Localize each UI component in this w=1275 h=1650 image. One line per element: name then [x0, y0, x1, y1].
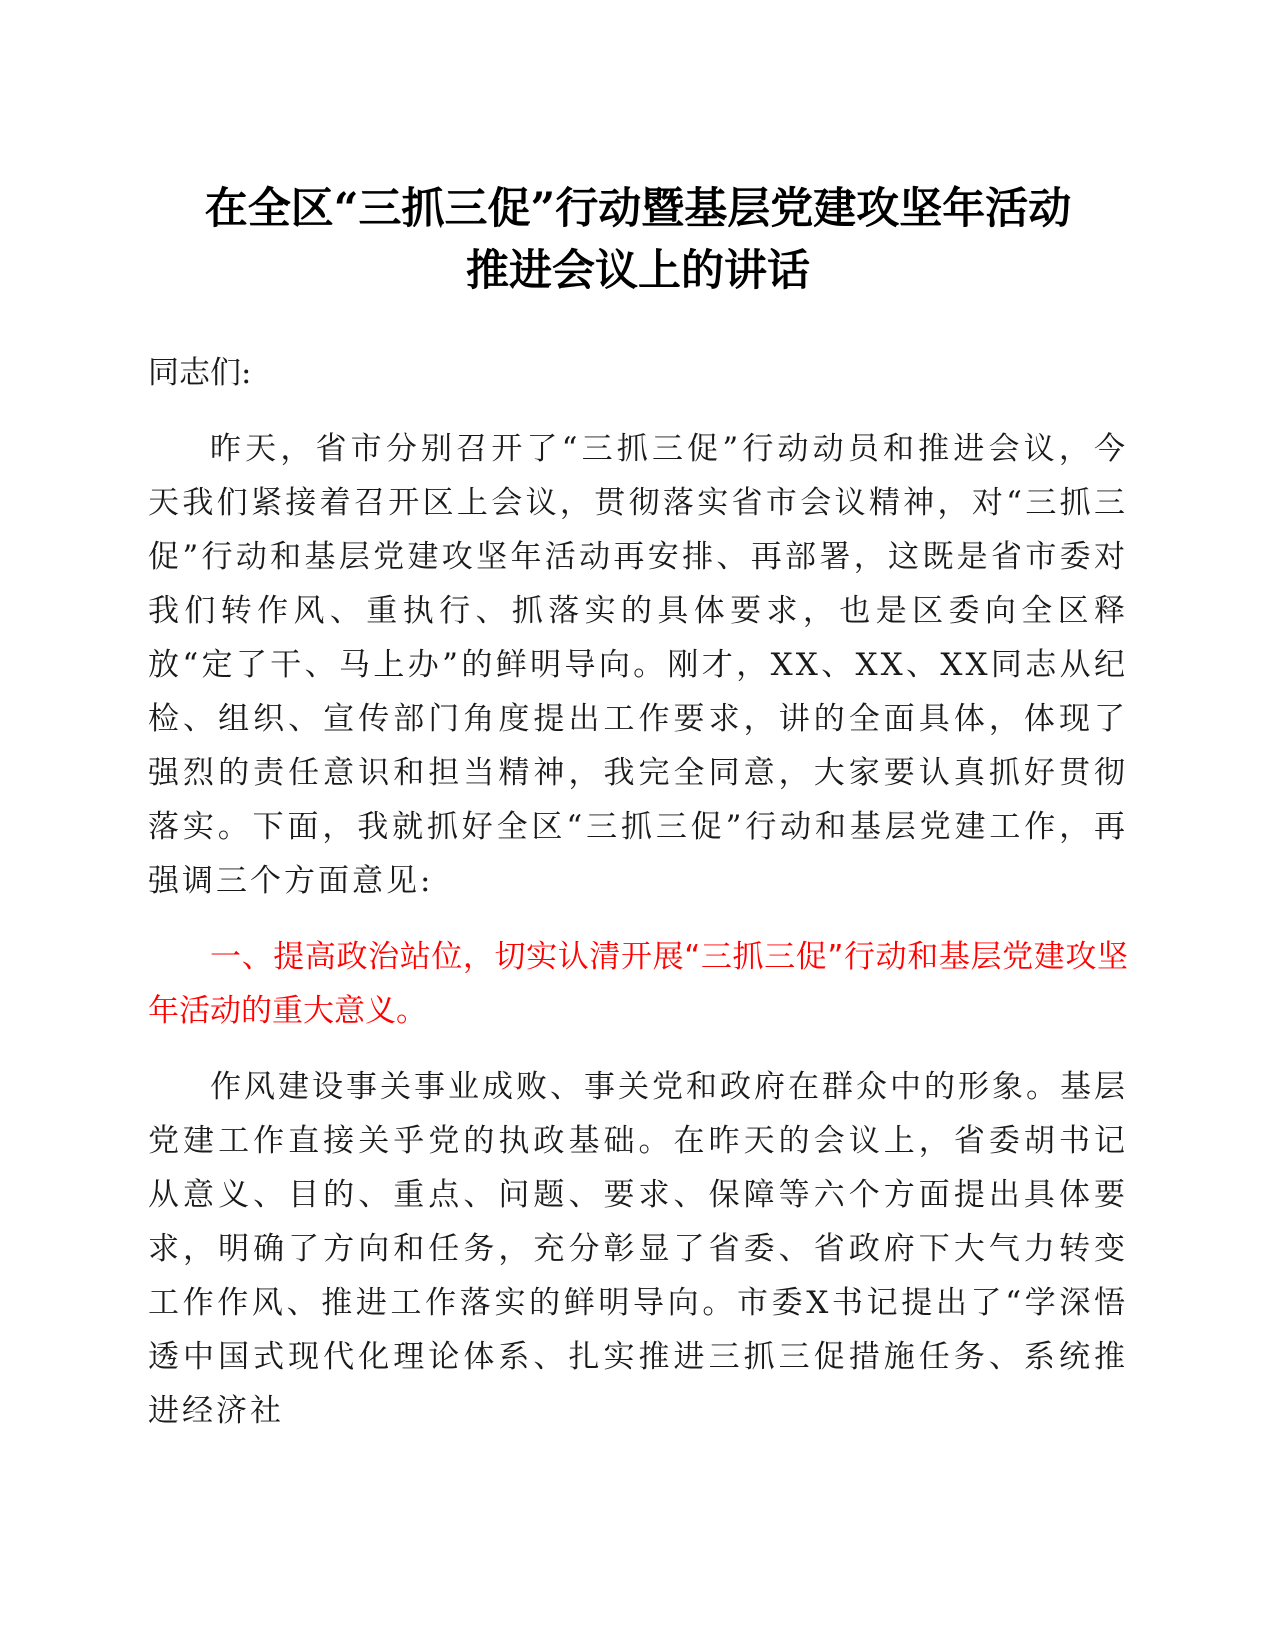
- document-body: [148, 178, 1128, 1438]
- paragraph-intro: 昨天，省市分别召开了“三抓三促”行动动员和推进会议，今天我们紧接着召开区上会议，贯彻落实省市会议精神，对“三抓三促”行动和基层党建攻坚年活动再安排、再部署，这既是省市委对我们转作风、重执行、抓落实的具体要求，也是区委向全区释放“定了干、马上办”的鲜明导向。刚才，XX、XX、XX同志从纪检、组织、宣传部门角度提出工作要求，讲的全面具体，体现了强烈的责任意识和担当精神，我完全同意，大家要认真抓好贯彻落实。下面，我就抓好全区“三抓三促”行动和基层党建工作，再强调三个方面意见:: [148, 431, 1128, 899]
- title-line-2: 推进会议上的讲话: [466, 246, 810, 296]
- document-title: [148, 178, 1128, 302]
- paragraph-section-1: 作风建设事关事业成败、事关党和政府在群众中的形象。基层党建工作直接关乎党的执政基础。在昨天的会议上，省委胡书记从意义、目的、重点、问题、要求、保障等六个方面提出具体要求，明确了方向和任务，充分彰显了省委、省政府下大气力转变工作作风、推进工作落实的鲜明导向。市委X书记提出了“学深悟透中国式现代化理论体系、扎实推进三抓三促措施任务、系统推进经济社: [148, 1069, 1128, 1429]
- section-heading-1: 一、提高政治站位，切实认清开展“三抓三促”行动和基层党建攻坚年活动的重大意义。: [148, 939, 1128, 1029]
- title-line-1: 在全区“三抓三促”行动暨基层党建攻坚年活动: [204, 184, 1072, 234]
- salutation: 同志们:: [148, 355, 252, 391]
